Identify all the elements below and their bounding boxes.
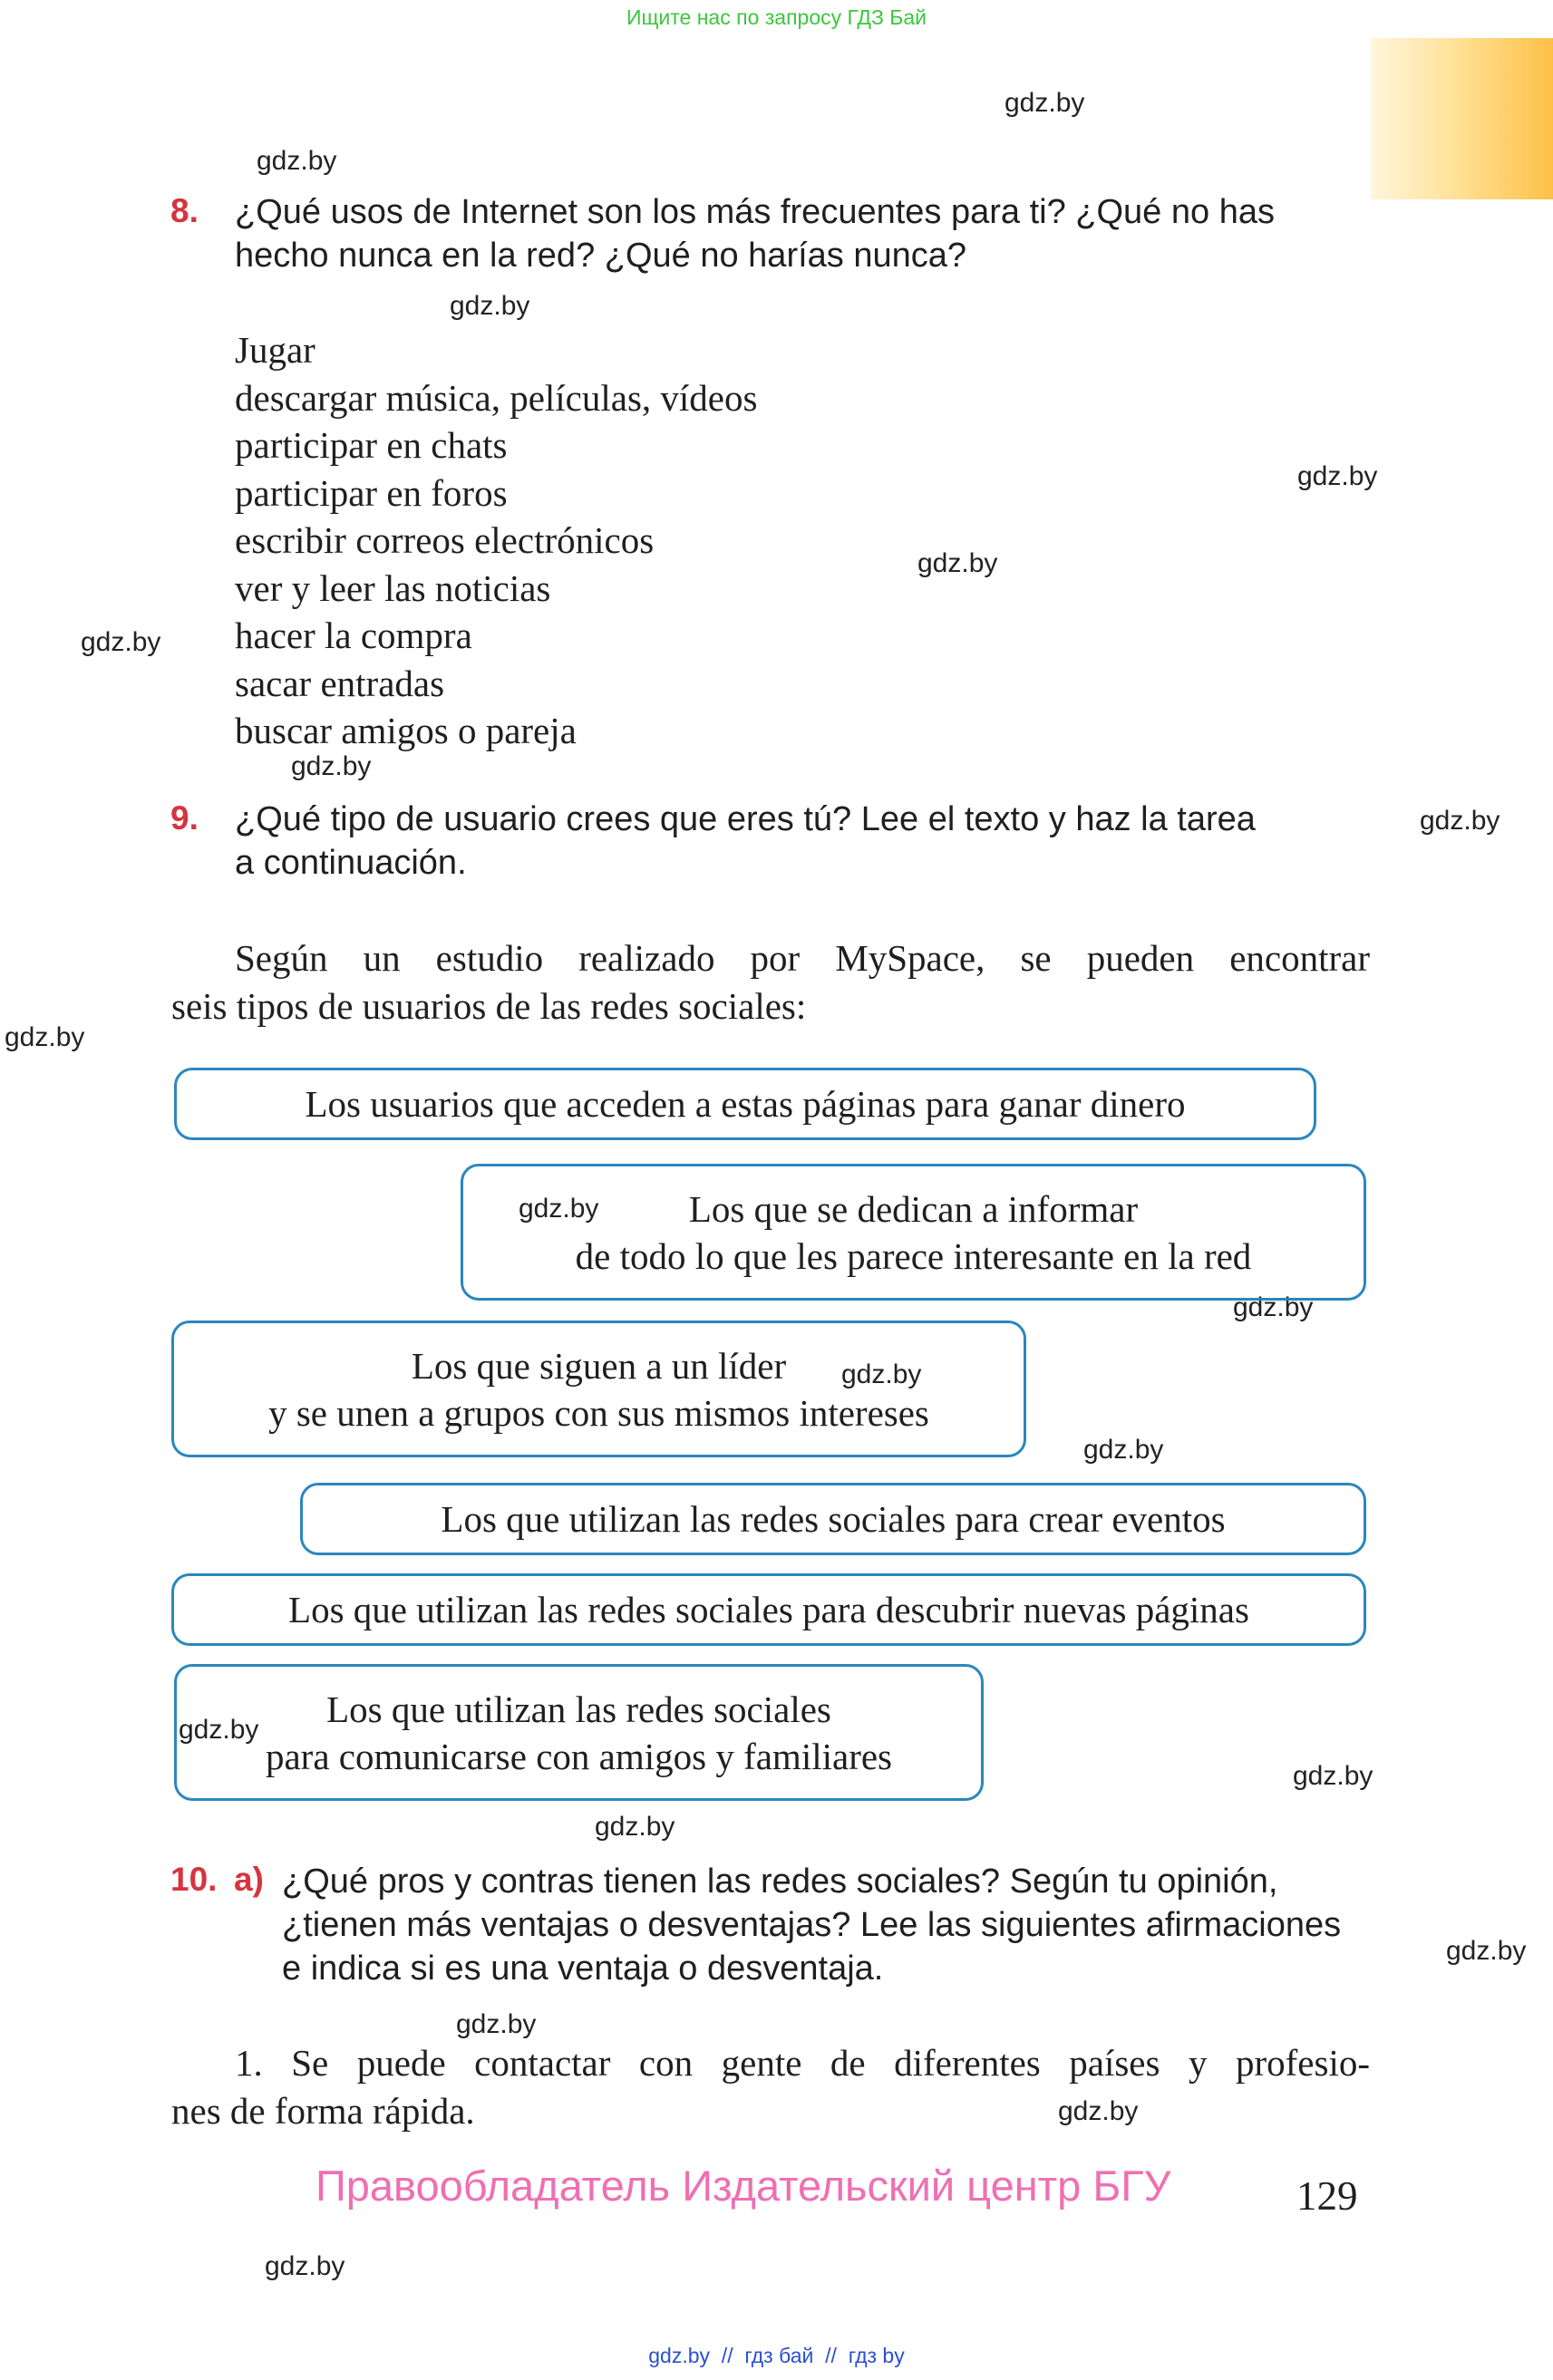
list-item: escribir correos electrónicos — [235, 519, 655, 561]
watermark: gdz.by — [1297, 461, 1378, 491]
exercise-8-number: 8. — [170, 192, 199, 229]
list-item: participar en chats — [235, 424, 508, 466]
user-type-box — [171, 1321, 1026, 1457]
question-line: ¿Qué pros y contras tienen las redes sociales? Según tu opinión, — [282, 1862, 1278, 1901]
list-item: buscar amigos o pareja — [235, 710, 577, 751]
box-line: Los que utilizan las redes sociales — [326, 1688, 831, 1730]
watermark: gdz.by — [841, 1359, 922, 1389]
watermark: gdz.by — [257, 146, 337, 176]
box-line: y se unen a grupos con sus mismos intereses — [268, 1391, 929, 1434]
user-type-box — [171, 1573, 1366, 1646]
list-item: ver y leer las noticias — [235, 566, 551, 609]
box-line: de todo lo que les parece interesante en la red — [575, 1234, 1252, 1277]
watermark: gdz.by — [595, 1812, 675, 1842]
list-item: descargar música, películas, vídeos — [235, 376, 758, 419]
exercise-8-question — [235, 190, 1370, 277]
watermark: gdz.by — [179, 1715, 259, 1745]
exercise-9-number: 9. — [170, 799, 199, 837]
question-line: a continuación. — [235, 844, 467, 882]
paragraph-line: Según un estudio realizado por MySpace, se pueden encontrar — [235, 937, 1370, 979]
watermark: gdz.by — [1058, 2096, 1139, 2126]
watermark: gdz.by — [917, 548, 998, 578]
watermark: gdz.by — [1446, 1936, 1527, 1966]
exercise-9-question — [235, 798, 1370, 885]
exercise-10-number: 10. — [170, 1861, 218, 1898]
question-line: hecho nunca en la red? ¿Qué no harías nunca? — [235, 237, 967, 275]
box-line: para comunicarse con amigos y familiares — [265, 1735, 893, 1777]
exercise-10-part: a) — [234, 1861, 264, 1898]
intro-paragraph — [171, 934, 1370, 1030]
list-item: Jugar — [235, 329, 315, 371]
statement-1 — [171, 2039, 1370, 2135]
internet-uses-list — [235, 326, 1051, 755]
watermark: gdz.by — [1293, 1761, 1373, 1791]
user-type-box — [174, 1068, 1316, 1140]
user-type-box — [461, 1164, 1366, 1301]
watermark: gdz.by — [5, 1022, 85, 1052]
user-type-box — [174, 1664, 984, 1801]
watermark: gdz.by — [519, 1194, 599, 1224]
box-line: Los que utilizan las redes sociales para crear eventos — [441, 1498, 1226, 1540]
paragraph-line: nes de forma rápida. — [171, 2090, 475, 2132]
box-line: Los que siguen a un líder — [411, 1344, 787, 1387]
box-line: Los que utilizan las redes sociales para descubrir nuevas páginas — [288, 1589, 1249, 1630]
paragraph-line: seis tipos de usuarios de las redes sociales: — [171, 985, 807, 1027]
list-item: participar en foros — [235, 471, 508, 514]
question-line: ¿Qué tipo de usuario crees que eres tú? Lee el texto y haz la tarea — [235, 800, 1256, 838]
box-line: Los que se dedican a informar — [688, 1187, 1139, 1230]
watermark: gdz.by — [456, 2009, 537, 2039]
paragraph-line: 1. Se puede contactar con gente de diferentes países y profesio- — [235, 2042, 1370, 2084]
list-item: sacar entradas — [235, 662, 445, 704]
user-type-box — [300, 1483, 1366, 1555]
watermark: gdz.by — [291, 751, 372, 781]
question-line: e indica si es una ventaja o desventaja. — [282, 1949, 884, 1988]
watermark: gdz.by — [450, 291, 530, 321]
question-line: ¿tienen más ventajas o desventajas? Lee las siguientes afirmaciones — [282, 1906, 1342, 1944]
bottom-links[interactable]: gdz.by // гдз бай // гдз by — [648, 2344, 905, 2367]
watermark: gdz.by — [81, 627, 161, 657]
copyright-footer: Правообладатель Издательский центр БГУ — [315, 2162, 1171, 2210]
exercise-10-question — [282, 1860, 1370, 1990]
watermark: gdz.by — [1005, 88, 1085, 118]
page-corner-tab — [1371, 38, 1553, 199]
watermark: gdz.by — [1233, 1292, 1314, 1322]
watermark: gdz.by — [265, 2251, 345, 2281]
watermark: gdz.by — [1083, 1435, 1164, 1465]
box-line: Los usuarios que acceden a estas páginas para ganar dinero — [305, 1083, 1186, 1125]
list-item: hacer la compra — [235, 614, 472, 656]
top-banner[interactable]: Ищите нас по запросу ГДЗ Бай — [626, 5, 927, 29]
watermark: gdz.by — [1420, 806, 1500, 836]
question-line: ¿Qué usos de Internet son los más frecuentes para ti? ¿Qué no has — [235, 193, 1275, 231]
page-number: 129 — [1296, 2173, 1358, 2219]
